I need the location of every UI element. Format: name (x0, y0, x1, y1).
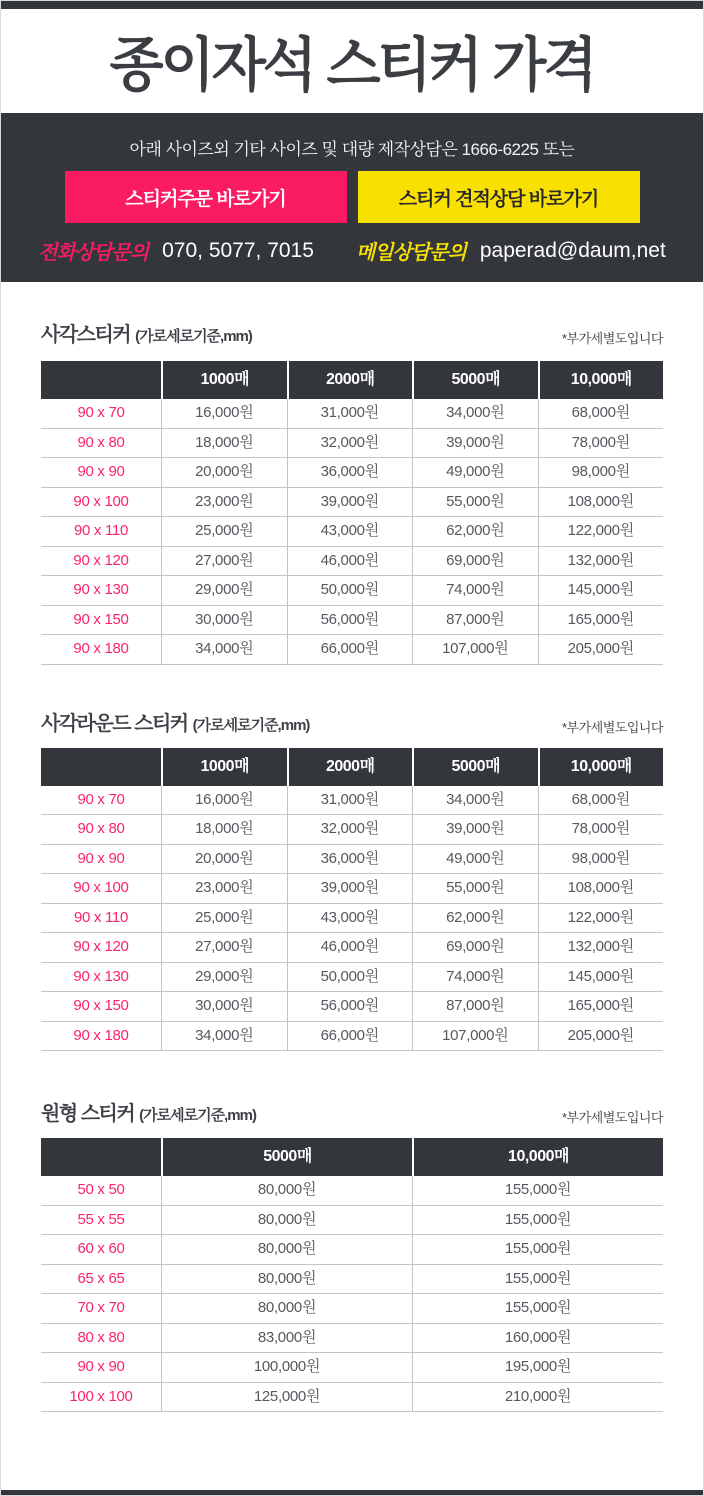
price-cell: 23,000원 (161, 874, 287, 903)
table-header-row (41, 1138, 663, 1176)
price-cell: 18,000원 (161, 429, 287, 458)
price-cell: 108,000원 (538, 488, 664, 517)
price-cell: 20,000원 (161, 458, 287, 487)
price-cell: 25,000원 (161, 517, 287, 546)
page-header (1, 9, 703, 113)
size-cell: 90 x 180 (73, 1026, 129, 1044)
price-cell: 25,000원 (161, 904, 287, 933)
price-cell: 56,000원 (287, 992, 413, 1021)
price-cell: 18,000원 (161, 815, 287, 844)
price-cell: 20,000원 (161, 845, 287, 874)
price-cell: 165,000원 (538, 606, 664, 635)
price-cell: 29,000원 (161, 963, 287, 992)
price-cell: 49,000원 (412, 458, 538, 487)
qty-header-cell: 5000매 (161, 1138, 412, 1176)
table-row (41, 845, 663, 875)
price-cell: 34,000원 (412, 399, 538, 428)
table-row (41, 488, 663, 518)
size-cell: 90 x 150 (73, 610, 129, 628)
price-cell: 43,000원 (287, 517, 413, 546)
price-cell: 34,000원 (161, 635, 287, 664)
qty-header-cell: 10,000매 (538, 361, 664, 399)
table-row (41, 517, 663, 547)
price-cell: 205,000원 (538, 1022, 664, 1051)
table-row (41, 786, 663, 816)
table-body (41, 1176, 663, 1412)
section-subtitle: (가로세로기준,mm) (135, 328, 252, 345)
vat-note: *부가세별도입니다 (561, 1110, 663, 1125)
price-cell: 27,000원 (161, 547, 287, 576)
price-cell: 27,000원 (161, 933, 287, 962)
price-cell: 31,000원 (287, 786, 413, 815)
price-cell: 66,000원 (287, 635, 413, 664)
banner-info-text: 아래 사이즈외 기타 사이즈 및 대량 제작상담은 1666-6225 또는 (129, 140, 575, 159)
price-cell: 98,000원 (538, 458, 664, 487)
table-row (41, 874, 663, 904)
price-cell: 100,000원 (161, 1353, 412, 1382)
price-cell: 122,000원 (538, 517, 664, 546)
price-cell: 30,000원 (161, 606, 287, 635)
vat-note: *부가세별도입니다 (561, 719, 663, 735)
size-cell: 55 x 55 (77, 1210, 125, 1228)
top-bar (1, 1, 703, 9)
price-cell: 49,000원 (412, 845, 538, 874)
price-cell: 80,000원 (161, 1206, 412, 1235)
table-row (41, 992, 663, 1022)
email-address: paperad@daum,net (479, 238, 666, 262)
price-cell: 78,000원 (538, 429, 664, 458)
price-cell: 80,000원 (161, 1235, 412, 1264)
price-cell: 108,000원 (538, 874, 664, 903)
table-row (41, 1383, 663, 1413)
pricing-section-rounded (41, 713, 663, 1052)
table-row (41, 1294, 663, 1324)
price-cell: 205,000원 (538, 635, 664, 664)
price-cell: 30,000원 (161, 992, 287, 1021)
sticker-quote-button[interactable]: 스티커 견적상담 바로가기 (358, 171, 640, 223)
price-cell: 36,000원 (287, 458, 413, 487)
qty-header-cell: 2000매 (287, 361, 413, 399)
table-body (41, 786, 663, 1052)
price-cell: 74,000원 (412, 576, 538, 605)
qty-header-cell: 10,000매 (412, 1138, 663, 1176)
price-cell: 145,000원 (538, 963, 664, 992)
size-cell: 90 x 70 (77, 404, 125, 421)
price-cell: 29,000원 (161, 576, 287, 605)
section-title-group (41, 318, 252, 347)
size-cell: 90 x 150 (73, 997, 129, 1014)
size-cell: 100 x 100 (69, 1387, 133, 1405)
table-row (41, 815, 663, 845)
price-cell: 50,000원 (287, 963, 413, 992)
price-cell: 31,000원 (287, 399, 413, 428)
table-row (41, 1353, 663, 1383)
size-cell: 90 x 180 (73, 640, 129, 657)
email-contact-label: 메일상담문의 (355, 242, 466, 264)
pricing-section-circle (41, 1103, 663, 1412)
phone-contact-label: 전화상담문의 (38, 242, 149, 264)
price-table (41, 1138, 663, 1412)
price-cell: 62,000원 (412, 517, 538, 546)
price-cell: 34,000원 (412, 786, 538, 815)
size-cell: 80 x 80 (77, 1328, 125, 1346)
section-title: 원형 스티커 (41, 1103, 135, 1125)
size-cell: 90 x 100 (73, 879, 129, 896)
price-cell: 55,000원 (412, 874, 538, 903)
price-cell: 155,000원 (412, 1235, 663, 1264)
table-row (41, 1022, 663, 1052)
table-row (41, 399, 663, 429)
price-cell: 195,000원 (412, 1353, 663, 1382)
cta-button-row (1, 171, 703, 223)
price-cell: 16,000원 (161, 786, 287, 815)
price-cell: 68,000원 (538, 786, 664, 815)
price-cell: 125,000원 (161, 1383, 412, 1412)
corner-cell (41, 361, 161, 399)
size-cell: 90 x 130 (73, 581, 129, 598)
price-cell: 132,000원 (538, 547, 664, 576)
size-cell: 90 x 70 (77, 790, 125, 808)
table-row (41, 1176, 663, 1206)
price-cell: 165,000원 (538, 992, 664, 1021)
section-subtitle: (가로세로기준,mm) (192, 716, 310, 734)
price-cell: 36,000원 (287, 845, 413, 874)
vat-note: *부가세별도입니다 (561, 331, 663, 346)
table-row (41, 1324, 663, 1354)
price-cell: 210,000원 (412, 1383, 663, 1412)
qty-header-cell: 10,000매 (538, 748, 664, 786)
pricing-section-square (41, 324, 663, 665)
price-cell: 155,000원 (412, 1294, 663, 1323)
qty-header-cell: 5000매 (412, 361, 538, 399)
price-cell: 69,000원 (412, 547, 538, 576)
price-cell: 34,000원 (161, 1022, 287, 1051)
size-cell: 60 x 60 (77, 1240, 125, 1257)
price-cell: 23,000원 (161, 488, 287, 517)
corner-cell (41, 748, 161, 786)
size-cell: 90 x 90 (77, 463, 125, 480)
price-cell: 68,000원 (538, 399, 664, 428)
price-cell: 160,000원 (412, 1324, 663, 1353)
price-cell: 66,000원 (287, 1022, 413, 1051)
size-cell: 90 x 80 (77, 820, 125, 837)
price-cell: 39,000원 (287, 874, 413, 903)
size-cell: 90 x 130 (73, 967, 129, 985)
qty-header-cell: 5000매 (412, 748, 538, 786)
price-cell: 80,000원 (161, 1294, 412, 1323)
price-cell: 16,000원 (161, 399, 287, 428)
price-cell: 32,000원 (287, 815, 413, 844)
table-header-row (41, 361, 663, 399)
table-row (41, 904, 663, 934)
price-cell: 107,000원 (412, 1022, 538, 1051)
table-header-row (41, 748, 663, 786)
price-cell: 122,000원 (538, 904, 664, 933)
price-cell: 83,000원 (161, 1324, 412, 1353)
sticker-order-button[interactable]: 스티커주문 바로가기 (65, 171, 347, 223)
price-cell: 132,000원 (538, 933, 664, 962)
section-head (41, 324, 663, 347)
size-cell: 90 x 120 (73, 938, 129, 955)
section-head (41, 1103, 663, 1126)
table-row (41, 635, 663, 665)
table-row (41, 1235, 663, 1265)
table-row (41, 933, 663, 963)
price-table (41, 748, 663, 1052)
price-cell: 50,000원 (287, 576, 413, 605)
price-cell: 32,000원 (287, 429, 413, 458)
price-cell: 80,000원 (161, 1176, 412, 1205)
bottom-bar (1, 1490, 703, 1495)
size-cell: 90 x 90 (77, 849, 125, 867)
table-row (41, 458, 663, 488)
price-cell: 39,000원 (412, 815, 538, 844)
size-cell: 90 x 90 (77, 1358, 125, 1375)
table-row (41, 606, 663, 636)
page-title: 종이자석 스티커 가격 (109, 31, 595, 98)
section-title: 사각라운드 스티커 (41, 712, 188, 735)
price-cell: 80,000원 (161, 1265, 412, 1294)
price-cell: 155,000원 (412, 1206, 663, 1235)
size-cell: 90 x 110 (73, 522, 129, 539)
table-row (41, 1206, 663, 1236)
section-title-group (41, 707, 309, 736)
price-cell: 69,000원 (412, 933, 538, 962)
section-title-group (41, 1097, 256, 1126)
section-title: 사각스티커 (41, 324, 131, 346)
promo-banner (1, 113, 703, 282)
size-cell: 65 x 65 (77, 1269, 125, 1287)
table-row (41, 576, 663, 606)
price-cell: 39,000원 (287, 488, 413, 517)
table-row (41, 963, 663, 993)
price-cell: 46,000원 (287, 933, 413, 962)
size-cell: 90 x 120 (73, 551, 129, 569)
size-cell: 70 x 70 (77, 1299, 125, 1316)
table-row (41, 1265, 663, 1295)
price-table (41, 361, 663, 665)
price-cell: 155,000원 (412, 1265, 663, 1294)
phone-number: 070, 5077, 7015 (162, 238, 314, 262)
section-head (41, 713, 663, 736)
price-cell: 155,000원 (412, 1176, 663, 1205)
price-cell: 78,000원 (538, 815, 664, 844)
bottom-spacer (1, 1412, 703, 1490)
table-body (41, 399, 663, 665)
price-cell: 39,000원 (412, 429, 538, 458)
qty-header-cell: 1000매 (161, 748, 287, 786)
price-cell: 43,000원 (287, 904, 413, 933)
qty-header-cell: 1000매 (161, 361, 287, 399)
contact-row (1, 236, 703, 265)
price-cell: 74,000원 (412, 963, 538, 992)
table-row (41, 429, 663, 459)
price-cell: 56,000원 (287, 606, 413, 635)
price-cell: 145,000원 (538, 576, 664, 605)
price-cell: 87,000원 (412, 606, 538, 635)
price-cell: 55,000원 (412, 488, 538, 517)
price-cell: 107,000원 (412, 635, 538, 664)
price-cell: 46,000원 (287, 547, 413, 576)
corner-cell (41, 1138, 161, 1176)
price-cell: 98,000원 (538, 845, 664, 874)
size-cell: 90 x 110 (73, 908, 129, 926)
size-cell: 90 x 100 (73, 492, 129, 510)
section-subtitle: (가로세로기준,mm) (139, 1107, 256, 1124)
price-cell: 62,000원 (412, 904, 538, 933)
price-cell: 87,000원 (412, 992, 538, 1021)
table-row (41, 547, 663, 577)
size-cell: 90 x 80 (77, 433, 125, 451)
size-cell: 50 x 50 (77, 1181, 125, 1198)
qty-header-cell: 2000매 (287, 748, 413, 786)
